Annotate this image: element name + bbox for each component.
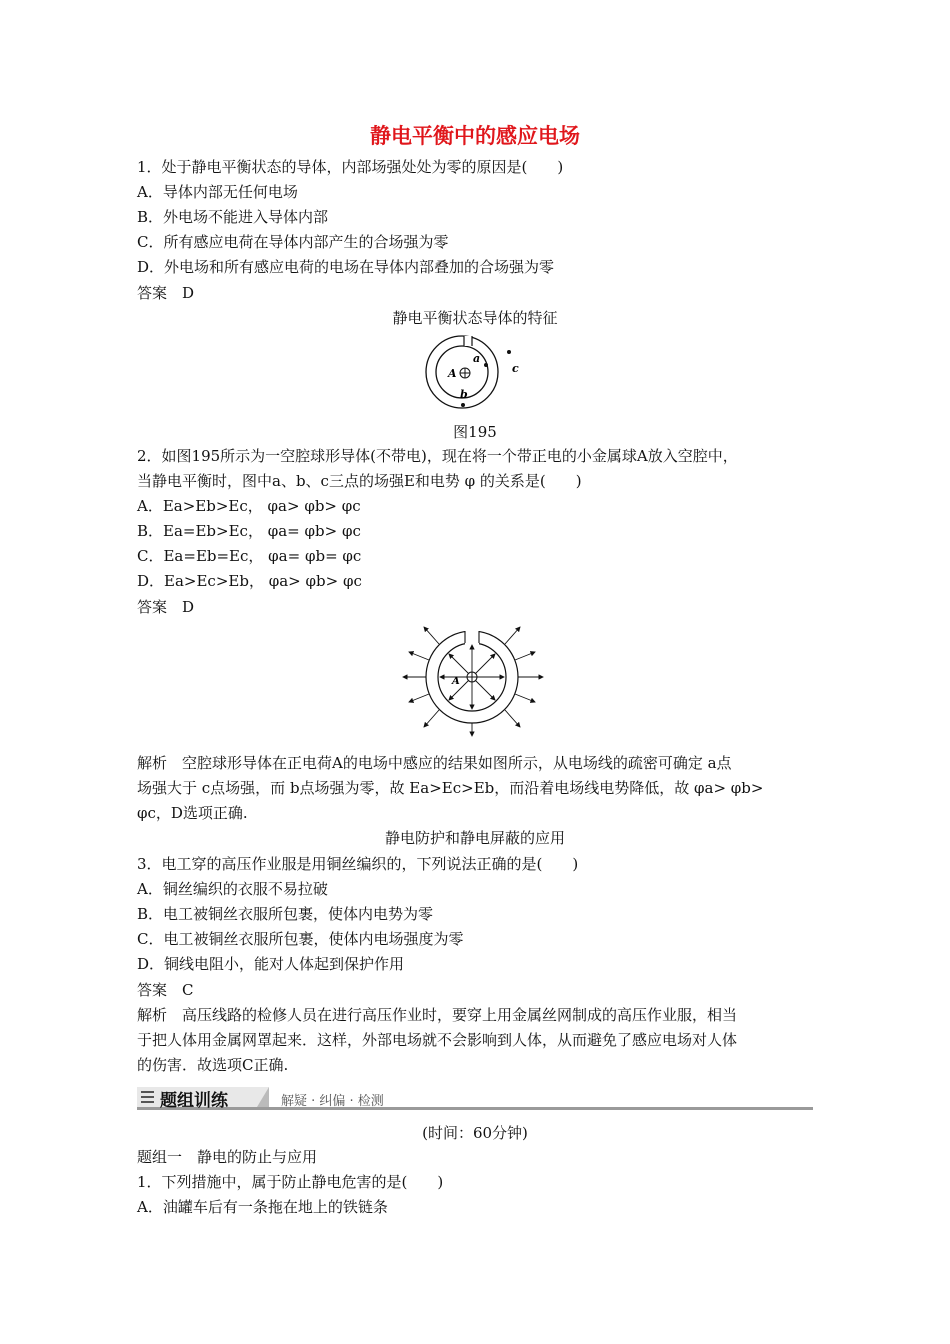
q2-option-d: D．Ea>Ec>Eb， φa> φb> φc [137,572,362,590]
section-heading-2: 静电防护和静电屏蔽的应用 [384,829,565,847]
field-lines-figure [399,622,549,737]
section-banner [137,1085,813,1111]
analysis2-line3: φc，D选项正确. [137,804,248,822]
q2-stem-line2: 当静电平衡时，图中a、b、c三点的场强E和电势 φ 的关系是( ) [137,472,582,490]
q2-option-b: B．Ea=Eb>Ec， φa= φb> φc [137,522,361,540]
q3-analysis-line2: 于把人体用金属网罩起来．这样，外部电场就不会影响到人体，从而避免了感应电场对人体 [137,1031,738,1049]
q3-stem: 3．电工穿的高压作业服是用铜丝编织的，下列说法正确的是( ) [137,855,579,873]
fig1-label-A: A [448,367,457,380]
q3-option-b: B．电工被铜丝衣服所包裹，使体内电势为零 [137,905,434,923]
q2-stem-line1: 2．如图195所示为一空腔球形导体(不带电)，现在将一个带正电的小金属球A放入空腔中， [137,447,738,465]
q2-option-c: C．Ea=Eb=Ec， φa= φb= φc [137,547,362,565]
analysis2-line2: 场强大于 c点场强，而 b点场强为零，故 Ea>Ec>Eb，而沿着电场线电势降低，故 φa> φb> [137,779,764,797]
q1-option-c: C．所有感应电荷在导体内部产生的合场强为零 [137,233,449,251]
q4-stem: 1．下列措施中，属于防止静电危害的是( ) [137,1173,444,1191]
q4-option-a: A．油罐车后有一条拖在地上的铁链条 [137,1198,388,1216]
q2-option-a: A．Ea>Eb>Ec， φa> φb> φc [137,497,361,515]
q3-analysis-line1: 解析 高压线路的检修人员在进行高压作业时，要穿上用金属丝网制成的高压作业服，相当 [137,1006,738,1024]
q1-stem: 1．处于静电平衡状态的导体，内部场强处处为零的原因是( ) [137,158,564,176]
q3-answer: 答案 C [137,981,194,999]
banner-title: 题组训练 [160,1091,228,1111]
page-title: 静电平衡中的感应电场 [370,124,580,148]
q3-option-d: D．铜线电阻小，能对人体起到保护作用 [137,955,405,973]
q3-option-a: A．铜丝编织的衣服不易拉破 [137,880,328,898]
figure-195 [420,332,530,417]
analysis2-line1: 解析 空腔球形导体在正电荷A的电场中感应的结果如图所示，从电场线的疏密可确定 a点 [137,754,732,772]
fig2-label-A: A [452,676,460,687]
figure-195-caption: 图195 [453,423,497,441]
group1-heading: 题组一 静电的防止与应用 [137,1148,318,1166]
q1-option-d: D．外电场和所有感应电荷的电场在导体内部叠加的合场强为零 [137,258,555,276]
banner-subtitle: 解疑 · 纠偏 · 检测 [281,1094,384,1109]
q3-analysis-line3: 的伤害．故选项C正确. [137,1056,289,1074]
q1-option-a: A．导体内部无任何电场 [137,183,298,201]
q1-option-b: B．外电场不能进入导体内部 [137,208,329,226]
section-heading-1: 静电平衡状态导体的特征 [392,309,558,327]
fig1-label-b: b [460,388,468,401]
q2-answer: 答案 D [137,598,195,616]
fig1-label-c: c [512,362,519,375]
time-limit: (时间：60分钟) [422,1124,528,1142]
fig1-label-a: a [473,352,481,365]
q1-answer: 答案 D [137,284,195,302]
q3-option-c: C．电工被铜丝衣服所包裹，使体内电场强度为零 [137,930,464,948]
